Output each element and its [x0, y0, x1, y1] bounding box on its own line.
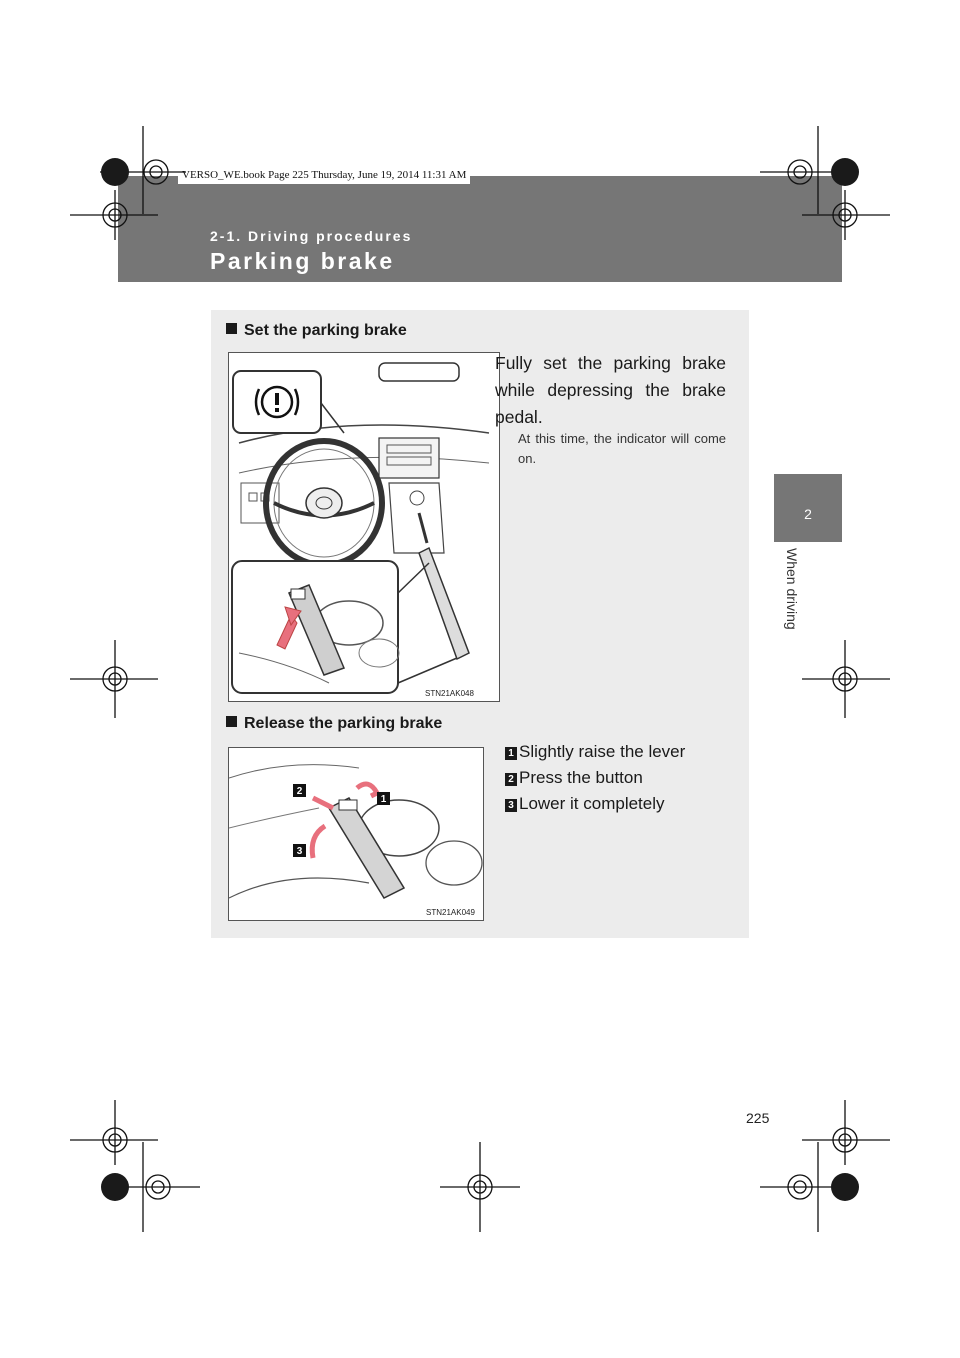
svg-text:1: 1	[380, 794, 387, 805]
figure-code: STN21AK049	[426, 908, 475, 917]
set-brake-heading-text: Set the parking brake	[244, 322, 407, 339]
page-number: 225	[746, 1110, 770, 1126]
step-text: Slightly raise the lever	[519, 742, 686, 761]
release-brake-heading-text: Release the parking brake	[244, 715, 443, 732]
step-number-badge: 2	[505, 773, 517, 786]
svg-text:2: 2	[296, 786, 303, 797]
section-label: 2-1. Driving procedures	[210, 228, 413, 244]
page-title: Parking brake	[210, 248, 395, 274]
chapter-number: 2	[804, 506, 812, 522]
step-number-badge: 1	[505, 747, 517, 760]
step-text: Press the button	[519, 768, 643, 787]
step-text: Lower it completely	[519, 794, 665, 813]
set-brake-instruction: Fully set the parking brake while depressing the brake pedal.	[495, 353, 726, 427]
svg-text:3: 3	[296, 846, 303, 857]
indicator-note: At this time, the indicator will come on.	[518, 431, 726, 466]
chapter-label: When driving	[784, 548, 800, 630]
step-number-badge: 3	[505, 799, 517, 812]
print-slug: VERSO_WE.book Page 225 Thursday, June 19, 2014 11:31 AM	[178, 166, 470, 184]
figure-code: STN21AK048	[425, 689, 474, 698]
